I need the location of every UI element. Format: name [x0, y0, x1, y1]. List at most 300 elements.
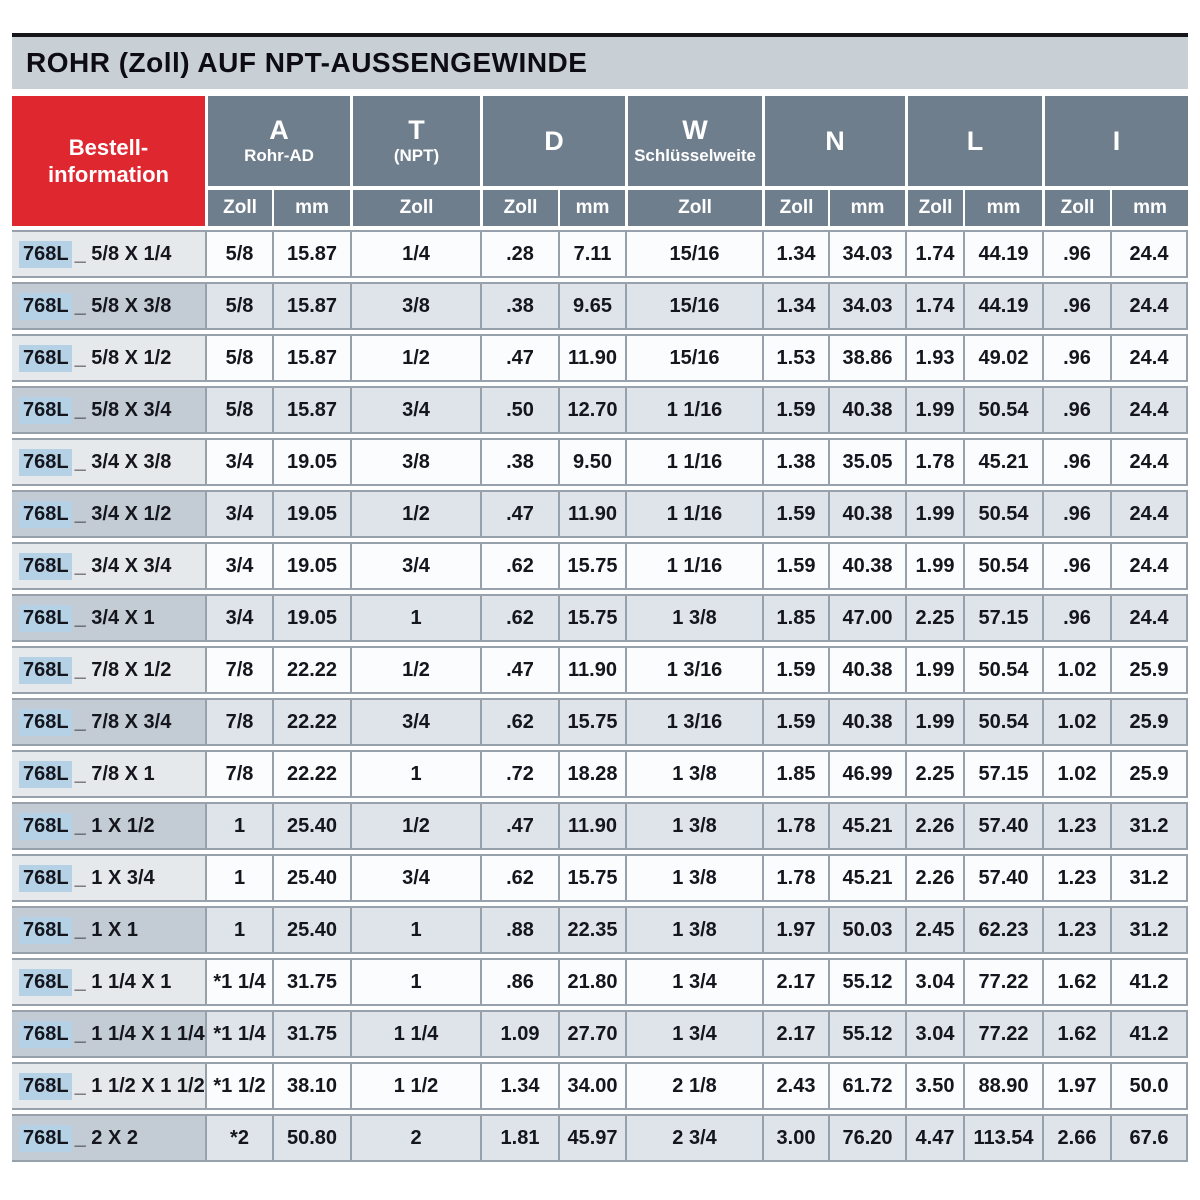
value-cell: 2.25 [905, 750, 963, 798]
value-cell: 31.2 [1110, 906, 1188, 954]
order-code-size: _ 1 X 1 [74, 918, 138, 941]
value-cell: 1.78 [905, 438, 963, 486]
value-cell: 41.2 [1110, 1010, 1188, 1058]
value-cell: 55.12 [828, 958, 905, 1006]
table-header [12, 96, 1188, 226]
value-cell: 61.72 [828, 1062, 905, 1110]
group-sublabel: Schlüsselweite [634, 146, 756, 166]
order-code-prefix: 768L [19, 397, 72, 424]
value-cell: 1/2 [350, 334, 480, 382]
value-cell: 2.66 [1042, 1114, 1110, 1162]
table-row [12, 490, 1188, 538]
value-cell: 1.23 [1042, 906, 1110, 954]
value-cell: 24.4 [1110, 490, 1188, 538]
order-code-cell [12, 906, 205, 954]
value-cell: 50.0 [1110, 1062, 1188, 1110]
group-header-row [12, 96, 1188, 186]
value-cell: 3/8 [350, 438, 480, 486]
value-cell: 57.40 [963, 854, 1042, 902]
value-cell: *1 1/2 [205, 1062, 272, 1110]
value-cell: 77.22 [963, 958, 1042, 1006]
table-row [12, 542, 1188, 590]
value-cell: 15.75 [558, 854, 625, 902]
value-cell: .96 [1042, 490, 1110, 538]
value-cell: 1.59 [762, 646, 828, 694]
unit-header: Zoll [905, 190, 963, 226]
order-code-cell [12, 958, 205, 1006]
value-cell: 11.90 [558, 646, 625, 694]
value-cell: 3/4 [350, 386, 480, 434]
value-cell: 2.17 [762, 1010, 828, 1058]
group-label: D [544, 125, 564, 156]
value-cell: 1 3/8 [625, 594, 762, 642]
group-label: W [682, 114, 708, 145]
order-code-prefix: 768L [19, 1125, 72, 1152]
value-cell: 40.38 [828, 646, 905, 694]
value-cell: 1.78 [762, 854, 828, 902]
value-cell: 3.04 [905, 958, 963, 1006]
unit-header: mm [558, 190, 625, 226]
value-cell: 11.90 [558, 490, 625, 538]
order-code-prefix: 768L [19, 1021, 72, 1048]
value-cell: 1 [205, 906, 272, 954]
value-cell: 1.59 [762, 542, 828, 590]
value-cell: .38 [480, 438, 558, 486]
value-cell: 1.59 [762, 490, 828, 538]
unit-header: mm [963, 190, 1042, 226]
value-cell: 67.6 [1110, 1114, 1188, 1162]
value-cell: 1.74 [905, 282, 963, 330]
value-cell: .86 [480, 958, 558, 1006]
column-group-D [480, 96, 625, 186]
order-code-cell [12, 490, 205, 538]
value-cell: 5/8 [205, 282, 272, 330]
value-cell: 15.75 [558, 698, 625, 746]
value-cell: .96 [1042, 542, 1110, 590]
value-cell: 25.9 [1110, 698, 1188, 746]
value-cell: 1 [350, 906, 480, 954]
order-code-cell [12, 594, 205, 642]
unit-header: Zoll [762, 190, 828, 226]
value-cell: 1 [205, 802, 272, 850]
value-cell: 1.34 [480, 1062, 558, 1110]
value-cell: .72 [480, 750, 558, 798]
column-group-L [905, 96, 1042, 186]
value-cell: 1.34 [762, 282, 828, 330]
column-group-T [350, 96, 480, 186]
value-cell: 1 3/8 [625, 750, 762, 798]
value-cell: 25.9 [1110, 750, 1188, 798]
order-code-size: _ 2 X 2 [74, 1126, 138, 1149]
value-cell: 41.2 [1110, 958, 1188, 1006]
column-group-I [1042, 96, 1188, 186]
value-cell: 2 1/8 [625, 1062, 762, 1110]
unit-header: mm [1110, 190, 1188, 226]
value-cell: 1.23 [1042, 802, 1110, 850]
order-code-size: _ 3/4 X 1/2 [74, 502, 172, 525]
value-cell: 1.23 [1042, 854, 1110, 902]
value-cell: 3/4 [205, 438, 272, 486]
value-cell: 2.26 [905, 854, 963, 902]
order-code-cell [12, 698, 205, 746]
value-cell: 15.87 [272, 334, 350, 382]
value-cell: 19.05 [272, 542, 350, 590]
value-cell: 35.05 [828, 438, 905, 486]
value-cell: .62 [480, 854, 558, 902]
value-cell: 1.81 [480, 1114, 558, 1162]
value-cell: 1.99 [905, 386, 963, 434]
value-cell: 3/4 [205, 594, 272, 642]
unit-header: Zoll [480, 190, 558, 226]
value-cell: 34.03 [828, 282, 905, 330]
value-cell: 1.62 [1042, 1010, 1110, 1058]
value-cell: 1.59 [762, 386, 828, 434]
value-cell: 1/2 [350, 646, 480, 694]
value-cell: .88 [480, 906, 558, 954]
order-code-size: _ 7/8 X 1/2 [74, 658, 172, 681]
value-cell: 34.03 [828, 230, 905, 278]
value-cell: 1 [205, 854, 272, 902]
order-code-size: _ 5/8 X 3/4 [74, 398, 172, 421]
value-cell: 1.02 [1042, 750, 1110, 798]
value-cell: 3/4 [350, 854, 480, 902]
value-cell: 1.53 [762, 334, 828, 382]
order-code-size: _ 5/8 X 1/4 [74, 242, 172, 265]
value-cell: 1.78 [762, 802, 828, 850]
value-cell: 1.62 [1042, 958, 1110, 1006]
unit-header: Zoll [205, 190, 272, 226]
value-cell: 5/8 [205, 334, 272, 382]
value-cell: 1.99 [905, 542, 963, 590]
table-row [12, 282, 1188, 330]
order-code-prefix: 768L [19, 345, 72, 372]
group-label: N [825, 125, 845, 156]
order-code-cell [12, 542, 205, 590]
value-cell: 50.54 [963, 386, 1042, 434]
value-cell: 50.80 [272, 1114, 350, 1162]
value-cell: 2.45 [905, 906, 963, 954]
value-cell: 12.70 [558, 386, 625, 434]
table-row [12, 958, 1188, 1006]
value-cell: .28 [480, 230, 558, 278]
group-label: A [269, 114, 289, 145]
value-cell: 1.97 [762, 906, 828, 954]
value-cell: 76.20 [828, 1114, 905, 1162]
value-cell: 1.93 [905, 334, 963, 382]
table-row [12, 594, 1188, 642]
value-cell: 24.4 [1110, 230, 1188, 278]
value-cell: 1/2 [350, 490, 480, 538]
value-cell: 25.40 [272, 802, 350, 850]
value-cell: .96 [1042, 438, 1110, 486]
value-cell: *1 1/4 [205, 958, 272, 1006]
value-cell: 44.19 [963, 282, 1042, 330]
order-code-size: _ 1 1/2 X 1 1/2 [74, 1074, 205, 1097]
value-cell: .47 [480, 490, 558, 538]
group-label: L [966, 125, 984, 156]
order-code-size: _ 1 X 1/2 [74, 814, 155, 837]
order-code-cell [12, 646, 205, 694]
value-cell: .50 [480, 386, 558, 434]
value-cell: 3/4 [205, 542, 272, 590]
value-cell: 1 1/2 [350, 1062, 480, 1110]
column-group-N [762, 96, 905, 186]
value-cell: 24.4 [1110, 334, 1188, 382]
value-cell: 2.25 [905, 594, 963, 642]
table-row [12, 854, 1188, 902]
value-cell: 46.99 [828, 750, 905, 798]
value-cell: 45.21 [828, 802, 905, 850]
page-title: ROHR (Zoll) AUF NPT-AUSSENGEWINDE [26, 47, 588, 78]
value-cell: 1.99 [905, 698, 963, 746]
value-cell: 45.21 [828, 854, 905, 902]
value-cell: 1.59 [762, 698, 828, 746]
order-code-prefix: 768L [19, 553, 72, 580]
order-info-header [12, 96, 205, 226]
value-cell: 40.38 [828, 386, 905, 434]
value-cell: 15.75 [558, 594, 625, 642]
table-row [12, 906, 1188, 954]
order-code-prefix: 768L [19, 293, 72, 320]
value-cell: 1 3/8 [625, 854, 762, 902]
value-cell: *2 [205, 1114, 272, 1162]
value-cell: 62.23 [963, 906, 1042, 954]
order-code-cell [12, 750, 205, 798]
value-cell: 57.15 [963, 594, 1042, 642]
order-code-prefix: 768L [19, 657, 72, 684]
column-group-W [625, 96, 762, 186]
value-cell: 45.97 [558, 1114, 625, 1162]
value-cell: 5/8 [205, 386, 272, 434]
order-code-prefix: 768L [19, 241, 72, 268]
value-cell: 1/2 [350, 802, 480, 850]
value-cell: 47.00 [828, 594, 905, 642]
value-cell: 18.28 [558, 750, 625, 798]
order-code-size: _ 3/4 X 3/8 [74, 450, 172, 473]
value-cell: 1 3/16 [625, 698, 762, 746]
order-code-size: _ 3/4 X 3/4 [74, 554, 172, 577]
value-cell: 2.17 [762, 958, 828, 1006]
value-cell: 25.9 [1110, 646, 1188, 694]
value-cell: 55.12 [828, 1010, 905, 1058]
value-cell: 15/16 [625, 334, 762, 382]
table-row [12, 386, 1188, 434]
value-cell: 3.00 [762, 1114, 828, 1162]
value-cell: .47 [480, 334, 558, 382]
value-cell: .38 [480, 282, 558, 330]
group-sublabel: (NPT) [393, 146, 440, 166]
value-cell: 1 3/4 [625, 958, 762, 1006]
value-cell: 11.90 [558, 334, 625, 382]
table-row [12, 438, 1188, 486]
order-code-prefix: 768L [19, 709, 72, 736]
unit-header: mm [828, 190, 905, 226]
order-code-size: _ 1 X 3/4 [74, 866, 155, 889]
value-cell: 11.90 [558, 802, 625, 850]
value-cell: 50.54 [963, 490, 1042, 538]
value-cell: 1 3/8 [625, 802, 762, 850]
value-cell: .96 [1042, 230, 1110, 278]
value-cell: 57.15 [963, 750, 1042, 798]
value-cell: 1 3/8 [625, 906, 762, 954]
value-cell: 49.02 [963, 334, 1042, 382]
value-cell: .47 [480, 802, 558, 850]
unit-header: mm [272, 190, 350, 226]
value-cell: 1.09 [480, 1010, 558, 1058]
value-cell: 24.4 [1110, 386, 1188, 434]
value-cell: 22.22 [272, 750, 350, 798]
value-cell: .96 [1042, 282, 1110, 330]
order-code-cell [12, 282, 205, 330]
value-cell: 3/4 [205, 490, 272, 538]
value-cell: 25.40 [272, 854, 350, 902]
value-cell: 9.65 [558, 282, 625, 330]
value-cell: 1.38 [762, 438, 828, 486]
order-code-prefix: 768L [19, 449, 72, 476]
order-code-prefix: 768L [19, 917, 72, 944]
order-code-cell [12, 230, 205, 278]
value-cell: 34.00 [558, 1062, 625, 1110]
table-row [12, 802, 1188, 850]
value-cell: 7/8 [205, 646, 272, 694]
value-cell: 15.87 [272, 386, 350, 434]
value-cell: 19.05 [272, 490, 350, 538]
value-cell: 21.80 [558, 958, 625, 1006]
order-code-cell [12, 802, 205, 850]
value-cell: 88.90 [963, 1062, 1042, 1110]
order-code-prefix: 768L [19, 865, 72, 892]
value-cell: 7.11 [558, 230, 625, 278]
value-cell: *1 1/4 [205, 1010, 272, 1058]
value-cell: 22.35 [558, 906, 625, 954]
value-cell: 3/4 [350, 542, 480, 590]
value-cell: 1 1/16 [625, 438, 762, 486]
value-cell: 3/8 [350, 282, 480, 330]
value-cell: 22.22 [272, 698, 350, 746]
value-cell: .62 [480, 542, 558, 590]
value-cell: 50.03 [828, 906, 905, 954]
group-label: I [1112, 125, 1121, 156]
value-cell: 1 3/4 [625, 1010, 762, 1058]
value-cell: 24.4 [1110, 594, 1188, 642]
order-code-cell [12, 438, 205, 486]
value-cell: 38.10 [272, 1062, 350, 1110]
value-cell: 1.97 [1042, 1062, 1110, 1110]
order-code-cell [12, 1114, 205, 1162]
value-cell: 31.75 [272, 958, 350, 1006]
value-cell: .96 [1042, 386, 1110, 434]
unit-header: Zoll [350, 190, 480, 226]
value-cell: 113.54 [963, 1114, 1042, 1162]
order-code-prefix: 768L [19, 501, 72, 528]
order-code-cell [12, 1010, 205, 1058]
value-cell: 2.43 [762, 1062, 828, 1110]
value-cell: 57.40 [963, 802, 1042, 850]
value-cell: 27.70 [558, 1010, 625, 1058]
table-row [12, 750, 1188, 798]
value-cell: 3.04 [905, 1010, 963, 1058]
order-code-prefix: 768L [19, 761, 72, 788]
order-code-cell [12, 854, 205, 902]
value-cell: 1 3/16 [625, 646, 762, 694]
value-cell: 40.38 [828, 698, 905, 746]
order-code-size: _ 5/8 X 1/2 [74, 346, 172, 369]
value-cell: 24.4 [1110, 542, 1188, 590]
dimensions-table [12, 92, 1188, 1166]
value-cell: 50.54 [963, 542, 1042, 590]
value-cell: 15.87 [272, 282, 350, 330]
value-cell: 24.4 [1110, 282, 1188, 330]
value-cell: 44.19 [963, 230, 1042, 278]
value-cell: 25.40 [272, 906, 350, 954]
value-cell: 7/8 [205, 698, 272, 746]
value-cell: 15/16 [625, 282, 762, 330]
table-row [12, 1114, 1188, 1162]
order-info-line2: information [48, 162, 169, 187]
value-cell: .62 [480, 594, 558, 642]
value-cell: 50.54 [963, 698, 1042, 746]
order-code-size: _ 7/8 X 1 [74, 762, 155, 785]
value-cell: 1.99 [905, 490, 963, 538]
value-cell: 7/8 [205, 750, 272, 798]
order-code-prefix: 768L [19, 969, 72, 996]
value-cell: .96 [1042, 334, 1110, 382]
value-cell: 50.54 [963, 646, 1042, 694]
table-row [12, 646, 1188, 694]
value-cell: 1 [350, 594, 480, 642]
order-code-size: _ 1 1/4 X 1 [74, 970, 172, 993]
table-row [12, 1062, 1188, 1110]
value-cell: 2 3/4 [625, 1114, 762, 1162]
value-cell: 22.22 [272, 646, 350, 694]
section-title-bar [12, 33, 1188, 89]
value-cell: 1 1/16 [625, 542, 762, 590]
value-cell: 1.85 [762, 594, 828, 642]
group-sublabel: Rohr-AD [244, 146, 314, 166]
order-code-size: _ 5/8 X 3/8 [74, 294, 172, 317]
unit-header: Zoll [1042, 190, 1110, 226]
unit-header: Zoll [625, 190, 762, 226]
order-code-cell [12, 386, 205, 434]
group-label: T [408, 114, 425, 145]
value-cell: 40.38 [828, 542, 905, 590]
value-cell: 1 1/16 [625, 490, 762, 538]
value-cell: .47 [480, 646, 558, 694]
value-cell: 1.02 [1042, 698, 1110, 746]
order-code-prefix: 768L [19, 605, 72, 632]
value-cell: 24.4 [1110, 438, 1188, 486]
value-cell: 15.75 [558, 542, 625, 590]
table-row [12, 334, 1188, 382]
value-cell: 1.74 [905, 230, 963, 278]
value-cell: 31.2 [1110, 854, 1188, 902]
value-cell: 15.87 [272, 230, 350, 278]
value-cell: 3.50 [905, 1062, 963, 1110]
order-code-size: _ 3/4 X 1 [74, 606, 155, 629]
value-cell: 1.99 [905, 646, 963, 694]
order-code-cell [12, 334, 205, 382]
value-cell: 45.21 [963, 438, 1042, 486]
table-body [12, 230, 1188, 1162]
value-cell: 5/8 [205, 230, 272, 278]
order-code-cell [12, 1062, 205, 1110]
table-row [12, 1010, 1188, 1058]
value-cell: 1.85 [762, 750, 828, 798]
value-cell: 1.34 [762, 230, 828, 278]
column-group-A [205, 96, 350, 186]
value-cell: 38.86 [828, 334, 905, 382]
value-cell: 2.26 [905, 802, 963, 850]
